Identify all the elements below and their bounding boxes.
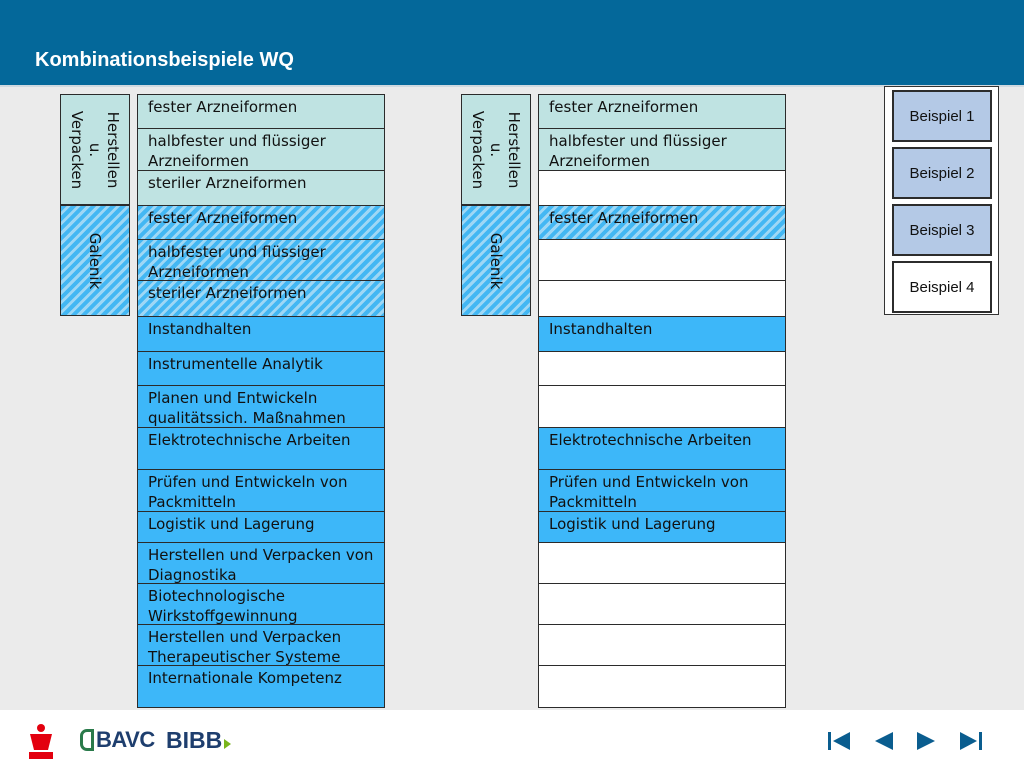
header-divider (0, 85, 1024, 87)
right-item-row: fester Arzneiformen (538, 205, 786, 240)
bibb-logo-text: BIBB (166, 726, 223, 753)
left-item-row: Prüfen und Entwickeln von Packmitteln (137, 469, 385, 512)
right-item-row (538, 280, 786, 317)
previous-icon (874, 732, 894, 750)
left-item-row: Internationale Kompetenz (137, 665, 385, 708)
left-item-row: fester Arzneiformen (137, 205, 385, 240)
right-item-row (538, 385, 786, 428)
right-item-row: Elektrotechnische Arbeiten (538, 427, 786, 470)
right-item-row (538, 239, 786, 281)
left-group-herstellen-label: Herstellen u. Verpacken (68, 110, 122, 189)
right-group-herstellen (461, 94, 531, 205)
right-item-row (538, 170, 786, 206)
right-group-galenik (461, 205, 531, 316)
left-group-galenik (60, 205, 130, 316)
left-item-row: Instandhalten (137, 316, 385, 352)
left-item-row: Instrumentelle Analytik (137, 351, 385, 386)
example-4-button[interactable] (892, 261, 992, 313)
igbce-logo (26, 722, 56, 760)
first-icon (828, 732, 852, 750)
right-item-row (538, 665, 786, 708)
last-icon (958, 732, 982, 750)
right-item-row (538, 351, 786, 386)
right-item-row: fester Arzneiformen (538, 94, 786, 129)
first-slide-button[interactable] (828, 732, 852, 754)
next-icon (916, 732, 936, 750)
example-button-label: Beispiel 3 (909, 221, 975, 239)
previous-slide-button[interactable] (874, 732, 894, 754)
left-item-row: fester Arzneiformen (137, 94, 385, 129)
example-button-label: Beispiel 4 (909, 278, 975, 296)
left-item-row: Herstellen und Verpacken Therapeutischer Systeme (137, 624, 385, 666)
right-item-row: halbfester und flüssiger Arzneiformen (538, 128, 786, 171)
left-item-row: Elektrotechnische Arbeiten (137, 427, 385, 470)
example-3-button[interactable] (892, 204, 992, 256)
left-group-galenik-label: Galenik (86, 232, 104, 289)
left-item-row: Herstellen und Verpacken von Diagnostika (137, 542, 385, 584)
bavc-mark-icon (80, 729, 94, 751)
left-item-row: halbfester und flüssiger Arzneiformen (137, 128, 385, 171)
example-button-label: Beispiel 1 (909, 107, 975, 125)
right-group-galenik-label: Galenik (487, 232, 505, 289)
right-item-row (538, 583, 786, 625)
right-item-row (538, 624, 786, 666)
next-slide-button[interactable] (916, 732, 936, 754)
example-button-label: Beispiel 2 (909, 164, 975, 182)
right-group-herstellen-label: Herstellen u. Verpacken (469, 110, 523, 189)
last-slide-button[interactable] (958, 732, 982, 754)
example-2-button[interactable] (892, 147, 992, 199)
bavc-logo (80, 727, 155, 753)
right-item-row: Logistik und Lagerung (538, 511, 786, 543)
page-title: Kombinationsbeispiele WQ (35, 49, 294, 71)
right-item-row: Prüfen und Entwickeln von Packmitteln (538, 469, 786, 512)
right-item-row: Instandhalten (538, 316, 786, 352)
left-item-row: Logistik und Lagerung (137, 511, 385, 543)
example-1-button[interactable] (892, 90, 992, 142)
bavc-logo-text: BAVC (96, 727, 155, 752)
left-item-row: Planen und Entwickeln qualitätssich. Maßnahmen (137, 385, 385, 428)
right-item-row (538, 542, 786, 584)
left-item-row: steriler Arzneiformen (137, 170, 385, 206)
bibb-arrow-icon (224, 739, 231, 749)
left-item-row: steriler Arzneiformen (137, 280, 385, 317)
left-group-herstellen (60, 94, 130, 205)
left-item-row: halbfester und flüssiger Arzneiformen (137, 239, 385, 281)
left-item-row: Biotechnologische Wirkstoffgewinnung (137, 583, 385, 625)
bibb-logo (166, 727, 231, 753)
